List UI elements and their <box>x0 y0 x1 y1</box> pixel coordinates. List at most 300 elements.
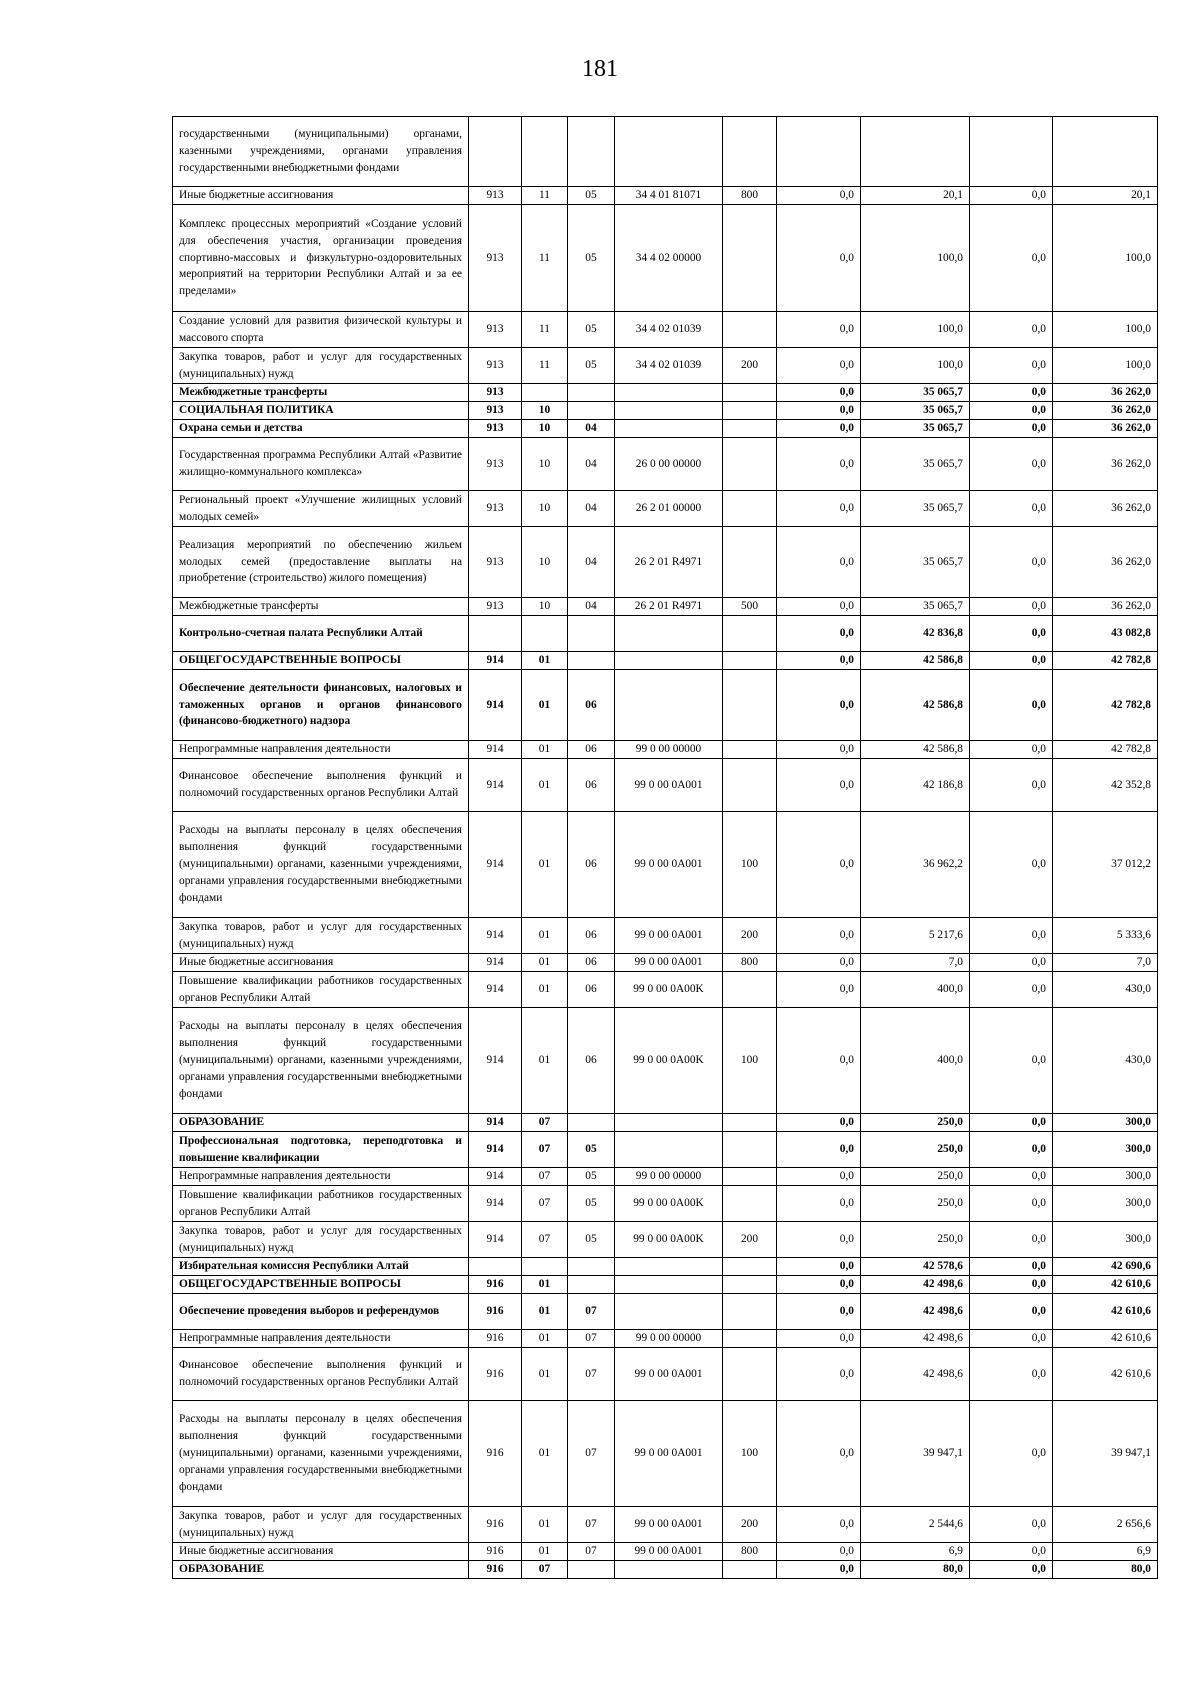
cell-subsection-code: 07 <box>568 1294 615 1330</box>
table-row <box>173 759 1158 812</box>
cell-section-code: 07 <box>522 1132 568 1168</box>
cell-name: ОБРАЗОВАНИЕ <box>173 1114 469 1132</box>
cell-value-4: 42 782,8 <box>1053 741 1158 759</box>
cell-value-1: 0,0 <box>777 402 861 420</box>
cell-target-article <box>615 670 723 741</box>
cell-subsection-code <box>568 384 615 402</box>
cell-value-3: 0,0 <box>970 1330 1053 1348</box>
cell-value-3: 0,0 <box>970 918 1053 954</box>
cell-expense-type <box>723 117 777 187</box>
cell-expense-type <box>723 670 777 741</box>
cell-value-4: 300,0 <box>1053 1168 1158 1186</box>
cell-target-article: 99 0 00 0A00K <box>615 1222 723 1258</box>
cell-expense-type <box>723 652 777 670</box>
table-row <box>173 1507 1158 1543</box>
cell-name: Непрограммные направления деятельности <box>173 741 469 759</box>
cell-value-3: 0,0 <box>970 652 1053 670</box>
cell-value-4: 43 082,8 <box>1053 616 1158 652</box>
cell-expense-type <box>723 1132 777 1168</box>
cell-value-1: 0,0 <box>777 741 861 759</box>
cell-value-3: 0,0 <box>970 348 1053 384</box>
cell-section-code <box>522 117 568 187</box>
cell-expense-type <box>723 205 777 312</box>
cell-name: Государственная программа Республики Алтай «Развитие жилищно-коммунального комплекса» <box>173 438 469 491</box>
cell-ministry-code: 914 <box>469 652 522 670</box>
cell-ministry-code: 914 <box>469 812 522 918</box>
cell-ministry-code: 914 <box>469 1186 522 1222</box>
cell-value-1: 0,0 <box>777 1186 861 1222</box>
cell-value-1: 0,0 <box>777 1132 861 1168</box>
cell-name: Закупка товаров, работ и услуг для государственных (муниципальных) нужд <box>173 348 469 384</box>
cell-value-4: 80,0 <box>1053 1561 1158 1579</box>
cell-expense-type <box>723 1294 777 1330</box>
cell-value-3: 0,0 <box>970 1132 1053 1168</box>
table-row <box>173 1008 1158 1114</box>
cell-value-1: 0,0 <box>777 1507 861 1543</box>
cell-value-1: 0,0 <box>777 1543 861 1561</box>
cell-target-article: 99 0 00 00000 <box>615 1330 723 1348</box>
table-row <box>173 1186 1158 1222</box>
cell-expense-type <box>723 972 777 1008</box>
cell-expense-type <box>723 1348 777 1401</box>
table-row <box>173 1222 1158 1258</box>
cell-value-3: 0,0 <box>970 1543 1053 1561</box>
cell-target-article: 26 0 00 00000 <box>615 438 723 491</box>
cell-value-1: 0,0 <box>777 1348 861 1401</box>
cell-value-1: 0,0 <box>777 598 861 616</box>
cell-value-4: 39 947,1 <box>1053 1401 1158 1507</box>
cell-expense-type <box>723 1186 777 1222</box>
cell-value-4: 36 262,0 <box>1053 527 1158 598</box>
cell-value-2: 35 065,7 <box>861 491 970 527</box>
cell-section-code: 11 <box>522 187 568 205</box>
cell-subsection-code: 04 <box>568 491 615 527</box>
cell-target-article: 26 2 01 R4971 <box>615 527 723 598</box>
table-row <box>173 438 1158 491</box>
cell-name: Межбюджетные трансферты <box>173 598 469 616</box>
cell-section-code: 11 <box>522 205 568 312</box>
cell-expense-type <box>723 1258 777 1276</box>
cell-value-3: 0,0 <box>970 812 1053 918</box>
cell-expense-type: 100 <box>723 812 777 918</box>
cell-value-3: 0,0 <box>970 1561 1053 1579</box>
cell-expense-type <box>723 527 777 598</box>
cell-value-3: 0,0 <box>970 312 1053 348</box>
table-row <box>173 420 1158 438</box>
cell-name: ОБРАЗОВАНИЕ <box>173 1561 469 1579</box>
cell-section-code: 01 <box>522 1348 568 1401</box>
cell-subsection-code: 04 <box>568 438 615 491</box>
cell-name: Закупка товаров, работ и услуг для государственных (муниципальных) нужд <box>173 1507 469 1543</box>
cell-section-code: 07 <box>522 1186 568 1222</box>
cell-value-3: 0,0 <box>970 972 1053 1008</box>
cell-value-4: 300,0 <box>1053 1132 1158 1168</box>
cell-ministry-code: 913 <box>469 598 522 616</box>
cell-section-code: 01 <box>522 1276 568 1294</box>
cell-subsection-code: 05 <box>568 1168 615 1186</box>
cell-name: Охрана семьи и детства <box>173 420 469 438</box>
cell-value-1: 0,0 <box>777 918 861 954</box>
table-row <box>173 527 1158 598</box>
cell-subsection-code <box>568 1258 615 1276</box>
cell-name: Контрольно-счетная палата Республики Алтай <box>173 616 469 652</box>
cell-target-article <box>615 384 723 402</box>
cell-ministry-code: 913 <box>469 187 522 205</box>
cell-target-article <box>615 616 723 652</box>
cell-ministry-code: 913 <box>469 384 522 402</box>
cell-expense-type: 800 <box>723 187 777 205</box>
cell-section-code: 10 <box>522 598 568 616</box>
cell-subsection-code: 07 <box>568 1401 615 1507</box>
cell-section-code: 01 <box>522 670 568 741</box>
cell-value-1: 0,0 <box>777 312 861 348</box>
cell-name: ОБЩЕГОСУДАРСТВЕННЫЕ ВОПРОСЫ <box>173 1276 469 1294</box>
cell-value-3: 0,0 <box>970 1348 1053 1401</box>
cell-expense-type <box>723 616 777 652</box>
cell-value-1: 0,0 <box>777 652 861 670</box>
cell-value-3: 0,0 <box>970 1008 1053 1114</box>
cell-value-2: 35 065,7 <box>861 527 970 598</box>
cell-section-code: 01 <box>522 1330 568 1348</box>
table-row <box>173 402 1158 420</box>
cell-value-4: 42 352,8 <box>1053 759 1158 812</box>
cell-section-code: 01 <box>522 652 568 670</box>
cell-value-1: 0,0 <box>777 1294 861 1330</box>
cell-target-article: 99 0 00 0A00K <box>615 972 723 1008</box>
cell-name: Расходы на выплаты персоналу в целях обеспечения выполнения функций государственными (муниципальными) органами, казенными учреждениями, органами управления государственными внебюджетными фондами <box>173 1008 469 1114</box>
cell-expense-type <box>723 1114 777 1132</box>
table-row <box>173 1294 1158 1330</box>
cell-expense-type: 100 <box>723 1401 777 1507</box>
cell-value-2: 250,0 <box>861 1186 970 1222</box>
cell-name: Обеспечение проведения выборов и референдумов <box>173 1294 469 1330</box>
cell-target-article <box>615 1294 723 1330</box>
cell-section-code <box>522 1258 568 1276</box>
cell-expense-type: 800 <box>723 1543 777 1561</box>
cell-expense-type: 800 <box>723 954 777 972</box>
cell-target-article: 99 0 00 0A001 <box>615 918 723 954</box>
cell-subsection-code <box>568 1114 615 1132</box>
cell-subsection-code: 06 <box>568 670 615 741</box>
cell-value-1: 0,0 <box>777 1258 861 1276</box>
cell-value-3: 0,0 <box>970 384 1053 402</box>
cell-value-3: 0,0 <box>970 420 1053 438</box>
cell-section-code: 01 <box>522 1507 568 1543</box>
cell-expense-type: 100 <box>723 1008 777 1114</box>
cell-subsection-code: 05 <box>568 1186 615 1222</box>
cell-target-article <box>615 1114 723 1132</box>
cell-value-2: 250,0 <box>861 1132 970 1168</box>
cell-expense-type <box>723 741 777 759</box>
cell-section-code: 07 <box>522 1114 568 1132</box>
cell-value-1: 0,0 <box>777 205 861 312</box>
cell-target-article: 34 4 02 00000 <box>615 205 723 312</box>
cell-value-4: 2 656,6 <box>1053 1507 1158 1543</box>
cell-target-article: 34 4 02 01039 <box>615 348 723 384</box>
cell-value-2: 35 065,7 <box>861 438 970 491</box>
cell-value-2: 42 498,6 <box>861 1348 970 1401</box>
cell-ministry-code: 913 <box>469 205 522 312</box>
cell-value-3: 0,0 <box>970 1222 1053 1258</box>
cell-target-article <box>615 1258 723 1276</box>
cell-expense-type <box>723 1276 777 1294</box>
cell-name: Реализация мероприятий по обеспечению жильем молодых семей (предоставление выплаты на приобретение (строительство) жилого помещения) <box>173 527 469 598</box>
table-row <box>173 1276 1158 1294</box>
cell-section-code: 07 <box>522 1168 568 1186</box>
cell-value-1: 0,0 <box>777 1114 861 1132</box>
cell-name: Непрограммные направления деятельности <box>173 1168 469 1186</box>
cell-subsection-code <box>568 616 615 652</box>
cell-value-4: 300,0 <box>1053 1186 1158 1222</box>
cell-value-4: 42 690,6 <box>1053 1258 1158 1276</box>
cell-section-code: 01 <box>522 1294 568 1330</box>
cell-value-3: 0,0 <box>970 1507 1053 1543</box>
cell-value-2: 400,0 <box>861 972 970 1008</box>
table-row <box>173 1401 1158 1507</box>
cell-ministry-code: 914 <box>469 918 522 954</box>
cell-expense-type <box>723 1561 777 1579</box>
cell-value-2: 39 947,1 <box>861 1401 970 1507</box>
cell-value-4: 36 262,0 <box>1053 438 1158 491</box>
cell-value-2: 35 065,7 <box>861 402 970 420</box>
cell-value-2: 5 217,6 <box>861 918 970 954</box>
cell-name: Иные бюджетные ассигнования <box>173 954 469 972</box>
cell-value-2: 35 065,7 <box>861 598 970 616</box>
cell-value-3: 0,0 <box>970 205 1053 312</box>
cell-expense-type: 200 <box>723 1222 777 1258</box>
cell-value-1: 0,0 <box>777 1008 861 1114</box>
cell-name: Закупка товаров, работ и услуг для государственных (муниципальных) нужд <box>173 918 469 954</box>
cell-target-article: 99 0 00 0A001 <box>615 1401 723 1507</box>
cell-subsection-code <box>568 117 615 187</box>
cell-ministry-code: 916 <box>469 1543 522 1561</box>
budget-table <box>172 116 1158 1579</box>
cell-value-4: 100,0 <box>1053 205 1158 312</box>
cell-value-2: 2 544,6 <box>861 1507 970 1543</box>
cell-section-code: 01 <box>522 1543 568 1561</box>
table-row <box>173 972 1158 1008</box>
table-row <box>173 954 1158 972</box>
cell-value-3: 0,0 <box>970 1276 1053 1294</box>
cell-target-article: 99 0 00 0A001 <box>615 759 723 812</box>
cell-value-2: 42 578,6 <box>861 1258 970 1276</box>
cell-value-2: 7,0 <box>861 954 970 972</box>
cell-target-article: 99 0 00 00000 <box>615 741 723 759</box>
cell-value-4: 42 782,8 <box>1053 670 1158 741</box>
cell-ministry-code: 914 <box>469 954 522 972</box>
cell-value-1: 0,0 <box>777 954 861 972</box>
cell-subsection-code <box>568 1276 615 1294</box>
cell-value-4: 430,0 <box>1053 972 1158 1008</box>
cell-name: Создание условий для развития физической культуры и массового спорта <box>173 312 469 348</box>
cell-subsection-code: 06 <box>568 954 615 972</box>
cell-value-1: 0,0 <box>777 384 861 402</box>
cell-value-3: 0,0 <box>970 187 1053 205</box>
cell-value-1: 0,0 <box>777 1168 861 1186</box>
cell-name: ОБЩЕГОСУДАРСТВЕННЫЕ ВОПРОСЫ <box>173 652 469 670</box>
cell-target-article <box>615 117 723 187</box>
cell-value-3 <box>970 117 1053 187</box>
cell-value-1: 0,0 <box>777 438 861 491</box>
cell-value-2: 400,0 <box>861 1008 970 1114</box>
cell-value-1: 0,0 <box>777 1330 861 1348</box>
cell-name: Расходы на выплаты персоналу в целях обеспечения выполнения функций государственными (муниципальными) органами, казенными учреждениями, органами управления государственными внебюджетными фондами <box>173 812 469 918</box>
cell-value-2: 42 498,6 <box>861 1276 970 1294</box>
cell-section-code: 01 <box>522 812 568 918</box>
page-number: 181 <box>582 56 618 82</box>
cell-subsection-code: 07 <box>568 1348 615 1401</box>
cell-name: Финансовое обеспечение выполнения функций и полномочий государственных органов Республики Алтай <box>173 759 469 812</box>
table-row <box>173 348 1158 384</box>
cell-name: Комплекс процессных мероприятий «Создание условий для обеспечения участия, организации проведения спортивно-массовых и физкультурно-оздоровительных мероприятий на территории Республики Алтай и за ее пределами» <box>173 205 469 312</box>
table-row <box>173 312 1158 348</box>
cell-expense-type <box>723 402 777 420</box>
cell-name: Закупка товаров, работ и услуг для государственных (муниципальных) нужд <box>173 1222 469 1258</box>
cell-target-article <box>615 420 723 438</box>
cell-value-4: 5 333,6 <box>1053 918 1158 954</box>
cell-section-code: 11 <box>522 312 568 348</box>
cell-value-1: 0,0 <box>777 187 861 205</box>
cell-section-code: 01 <box>522 741 568 759</box>
cell-ministry-code: 916 <box>469 1348 522 1401</box>
cell-value-3: 0,0 <box>970 616 1053 652</box>
table-row <box>173 205 1158 312</box>
cell-subsection-code: 05 <box>568 1222 615 1258</box>
cell-expense-type: 200 <box>723 1507 777 1543</box>
cell-value-1: 0,0 <box>777 759 861 812</box>
cell-value-2: 250,0 <box>861 1114 970 1132</box>
cell-value-4: 20,1 <box>1053 187 1158 205</box>
cell-name: Иные бюджетные ассигнования <box>173 1543 469 1561</box>
cell-value-1: 0,0 <box>777 420 861 438</box>
cell-section-code: 01 <box>522 972 568 1008</box>
cell-value-4 <box>1053 117 1158 187</box>
cell-value-4: 430,0 <box>1053 1008 1158 1114</box>
cell-value-3: 0,0 <box>970 1294 1053 1330</box>
table-row <box>173 741 1158 759</box>
cell-name: Непрограммные направления деятельности <box>173 1330 469 1348</box>
cell-subsection-code: 05 <box>568 205 615 312</box>
cell-ministry-code: 916 <box>469 1294 522 1330</box>
cell-ministry-code: 913 <box>469 402 522 420</box>
cell-value-2: 100,0 <box>861 348 970 384</box>
table-row <box>173 652 1158 670</box>
cell-value-2: 36 962,2 <box>861 812 970 918</box>
table-row <box>173 1348 1158 1401</box>
cell-expense-type: 500 <box>723 598 777 616</box>
cell-name: Расходы на выплаты персоналу в целях обеспечения выполнения функций государственными (муниципальными) органами, казенными учреждениями, органами управления государственными внебюджетными фондами <box>173 1401 469 1507</box>
cell-ministry-code: 914 <box>469 670 522 741</box>
cell-subsection-code: 07 <box>568 1507 615 1543</box>
cell-value-4: 42 610,6 <box>1053 1348 1158 1401</box>
budget-table-body <box>173 117 1158 1579</box>
cell-target-article: 99 0 00 0A001 <box>615 812 723 918</box>
cell-section-code: 10 <box>522 527 568 598</box>
cell-value-3: 0,0 <box>970 954 1053 972</box>
cell-target-article: 34 4 01 81071 <box>615 187 723 205</box>
cell-expense-type <box>723 438 777 491</box>
cell-value-3: 0,0 <box>970 1258 1053 1276</box>
cell-ministry-code <box>469 117 522 187</box>
cell-section-code: 10 <box>522 438 568 491</box>
cell-value-3: 0,0 <box>970 438 1053 491</box>
cell-name: Повышение квалификации работников государственных органов Республики Алтай <box>173 972 469 1008</box>
cell-section-code: 07 <box>522 1222 568 1258</box>
cell-value-1: 0,0 <box>777 491 861 527</box>
cell-ministry-code: 916 <box>469 1401 522 1507</box>
cell-ministry-code <box>469 616 522 652</box>
cell-value-3: 0,0 <box>970 1401 1053 1507</box>
table-row <box>173 812 1158 918</box>
cell-value-4: 7,0 <box>1053 954 1158 972</box>
table-row <box>173 670 1158 741</box>
cell-value-2: 20,1 <box>861 187 970 205</box>
table-row <box>173 1330 1158 1348</box>
cell-section-code: 01 <box>522 1008 568 1114</box>
table-row <box>173 187 1158 205</box>
cell-subsection-code <box>568 402 615 420</box>
cell-value-4: 42 782,8 <box>1053 652 1158 670</box>
cell-value-4: 300,0 <box>1053 1222 1158 1258</box>
cell-value-2: 42 186,8 <box>861 759 970 812</box>
cell-expense-type <box>723 312 777 348</box>
cell-value-4: 37 012,2 <box>1053 812 1158 918</box>
cell-ministry-code: 913 <box>469 312 522 348</box>
cell-name: Профессиональная подготовка, переподготовка и повышение квалификации <box>173 1132 469 1168</box>
cell-subsection-code <box>568 1561 615 1579</box>
cell-value-4: 36 262,0 <box>1053 420 1158 438</box>
cell-ministry-code: 916 <box>469 1276 522 1294</box>
cell-value-4: 6,9 <box>1053 1543 1158 1561</box>
cell-value-4: 36 262,0 <box>1053 402 1158 420</box>
cell-name: Межбюджетные трансферты <box>173 384 469 402</box>
cell-value-3: 0,0 <box>970 670 1053 741</box>
cell-value-1: 0,0 <box>777 972 861 1008</box>
cell-target-article: 26 2 01 00000 <box>615 491 723 527</box>
cell-value-2: 35 065,7 <box>861 420 970 438</box>
cell-expense-type: 200 <box>723 348 777 384</box>
cell-target-article: 99 0 00 0A00K <box>615 1186 723 1222</box>
table-row <box>173 1114 1158 1132</box>
cell-section-code: 01 <box>522 759 568 812</box>
cell-subsection-code: 06 <box>568 918 615 954</box>
cell-value-3: 0,0 <box>970 1168 1053 1186</box>
cell-value-1: 0,0 <box>777 527 861 598</box>
cell-ministry-code: 914 <box>469 1168 522 1186</box>
cell-value-2: 35 065,7 <box>861 384 970 402</box>
cell-subsection-code: 04 <box>568 420 615 438</box>
cell-ministry-code: 914 <box>469 759 522 812</box>
cell-target-article: 99 0 00 0A001 <box>615 954 723 972</box>
table-row <box>173 1132 1158 1168</box>
cell-value-2: 6,9 <box>861 1543 970 1561</box>
cell-target-article <box>615 1276 723 1294</box>
cell-name: Обеспечение деятельности финансовых, налоговых и таможенных органов и органов финансового (финансово-бюджетного) надзора <box>173 670 469 741</box>
cell-name: Повышение квалификации работников государственных органов Республики Алтай <box>173 1186 469 1222</box>
cell-ministry-code: 913 <box>469 420 522 438</box>
cell-target-article: 99 0 00 0A001 <box>615 1507 723 1543</box>
cell-value-1: 0,0 <box>777 1561 861 1579</box>
cell-ministry-code: 914 <box>469 1222 522 1258</box>
table-row <box>173 384 1158 402</box>
cell-value-2: 250,0 <box>861 1168 970 1186</box>
cell-expense-type: 200 <box>723 918 777 954</box>
cell-value-2: 42 586,8 <box>861 652 970 670</box>
cell-subsection-code: 06 <box>568 1008 615 1114</box>
cell-value-4: 36 262,0 <box>1053 491 1158 527</box>
cell-name: Иные бюджетные ассигнования <box>173 187 469 205</box>
cell-value-3: 0,0 <box>970 759 1053 812</box>
